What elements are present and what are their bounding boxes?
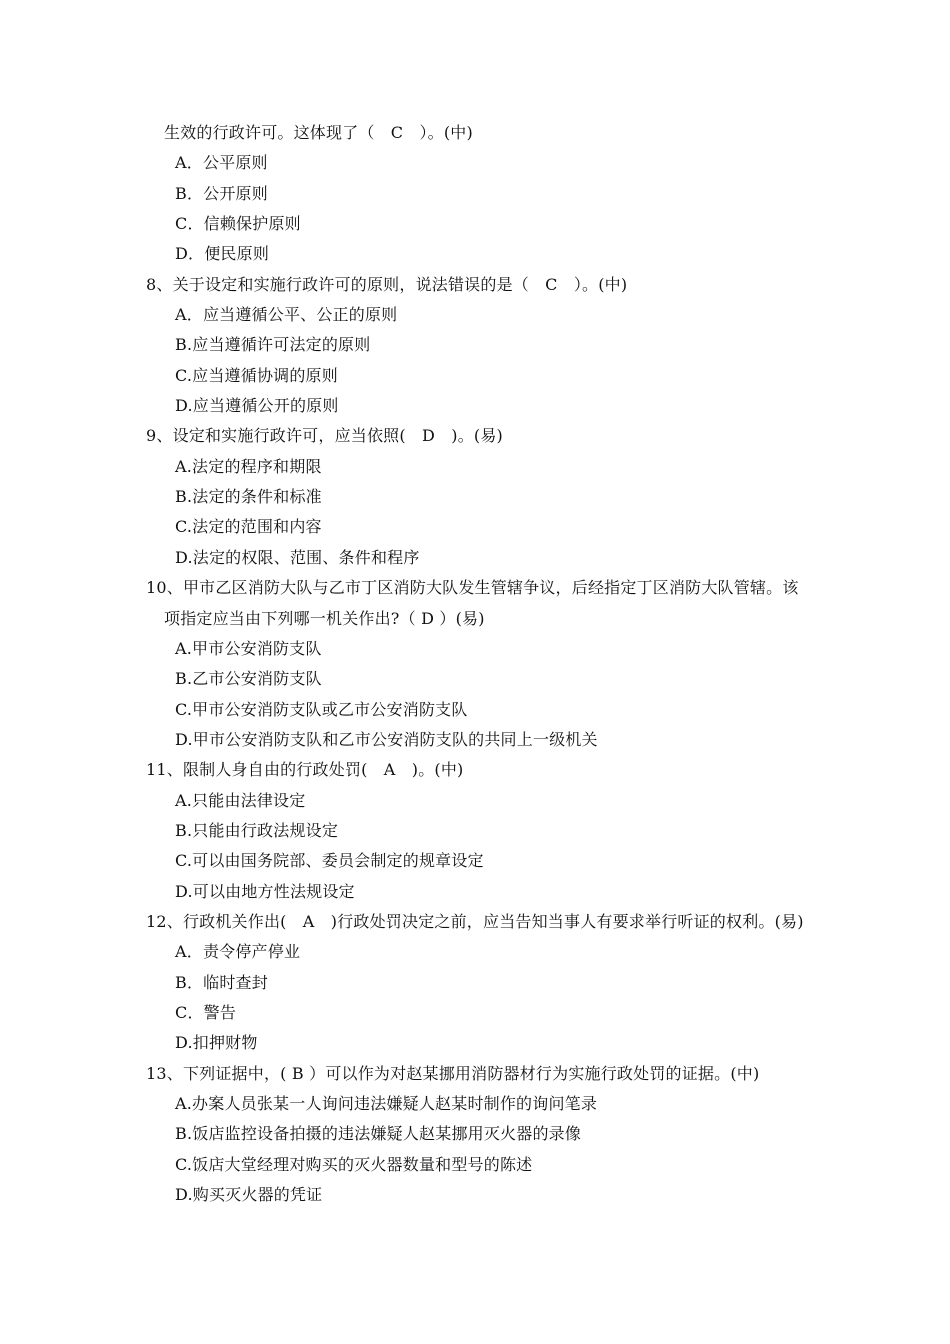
question-stem: 11、限制人身自由的行政处罚( A )。(中) <box>146 760 464 780</box>
option-a: A．应当遵循公平、公正的原则 <box>175 305 398 325</box>
option-c: C.法定的范围和内容 <box>175 517 322 537</box>
option-c: C.可以由国务院部、委员会制定的规章设定 <box>175 851 484 871</box>
option-c: C.应当遵循协调的原则 <box>175 365 338 385</box>
question-block <box>0 573 950 755</box>
option-c: C.饭店大堂经理对购买的灭火器数量和型号的陈述 <box>175 1154 533 1174</box>
question-list <box>0 118 950 1210</box>
question-block <box>0 907 950 1059</box>
option-b: B.乙市公安消防支队 <box>175 669 322 689</box>
question-stem: 9、设定和实施行政许可，应当依照( D )。(易) <box>146 426 503 446</box>
question-stem: 13、下列证据中，( B ）可以作为对赵某挪用消防器材行为实施行政处罚的证据。(中) <box>146 1063 760 1083</box>
option-a: A.法定的程序和期限 <box>175 456 322 476</box>
question-stem: 生效的行政许可。这体现了（ C ）。(中) <box>164 123 473 142</box>
question-block <box>0 270 950 422</box>
option-d: D．便民原则 <box>175 244 270 264</box>
option-b: B．公开原则 <box>175 183 268 203</box>
option-b: B．临时查封 <box>175 972 268 992</box>
option-c: C．警告 <box>175 1002 237 1022</box>
question-block <box>0 118 950 270</box>
option-d: D.扣押财物 <box>175 1033 258 1053</box>
option-d: D.法定的权限、范围、条件和程序 <box>175 547 420 567</box>
option-d: D.可以由地方性法规设定 <box>175 881 355 901</box>
question-stem: 12、行政机关作出( A )行政处罚决定之前，应当告知当事人有要求举行听证的权利。(易) <box>146 911 804 931</box>
option-c: C.甲市公安消防支队或乙市公安消防支队 <box>175 699 468 719</box>
option-d: D.甲市公安消防支队和乙市公安消防支队的共同上一级机关 <box>175 729 598 749</box>
option-a: A．责令停产停业 <box>175 942 301 962</box>
option-b: B.法定的条件和标准 <box>175 487 322 507</box>
option-a: A.只能由法律设定 <box>175 790 306 810</box>
option-d: D.应当遵循公开的原则 <box>175 396 339 416</box>
option-d: D.购买灭火器的凭证 <box>175 1185 323 1205</box>
option-a: A．公平原则 <box>175 153 268 173</box>
option-a: A.办案人员张某一人询问违法嫌疑人赵某时制作的询问笔录 <box>175 1094 598 1113</box>
option-b: B.应当遵循许可法定的原则 <box>175 335 371 355</box>
question-block <box>0 421 950 573</box>
question-stem-continued: 项指定应当由下列哪一机关作出?（ D ）(易) <box>164 608 485 628</box>
question-stem: 10、甲市乙区消防大队与乙市丁区消防大队发生管辖争议，后经指定丁区消防大队管辖。该 <box>146 578 799 598</box>
question-block <box>0 755 950 907</box>
question-stem: 8、关于设定和实施行政许可的原则，说法错误的是（ C ）。(中) <box>146 274 628 294</box>
option-b: B.只能由行政法规设定 <box>175 820 339 840</box>
option-c: C．信赖保护原则 <box>175 214 301 234</box>
option-a: A.甲市公安消防支队 <box>175 638 322 658</box>
option-b: B.饭店监控设备拍摄的违法嫌疑人赵某挪用灭火器的录像 <box>175 1124 582 1144</box>
question-block <box>0 1059 950 1211</box>
